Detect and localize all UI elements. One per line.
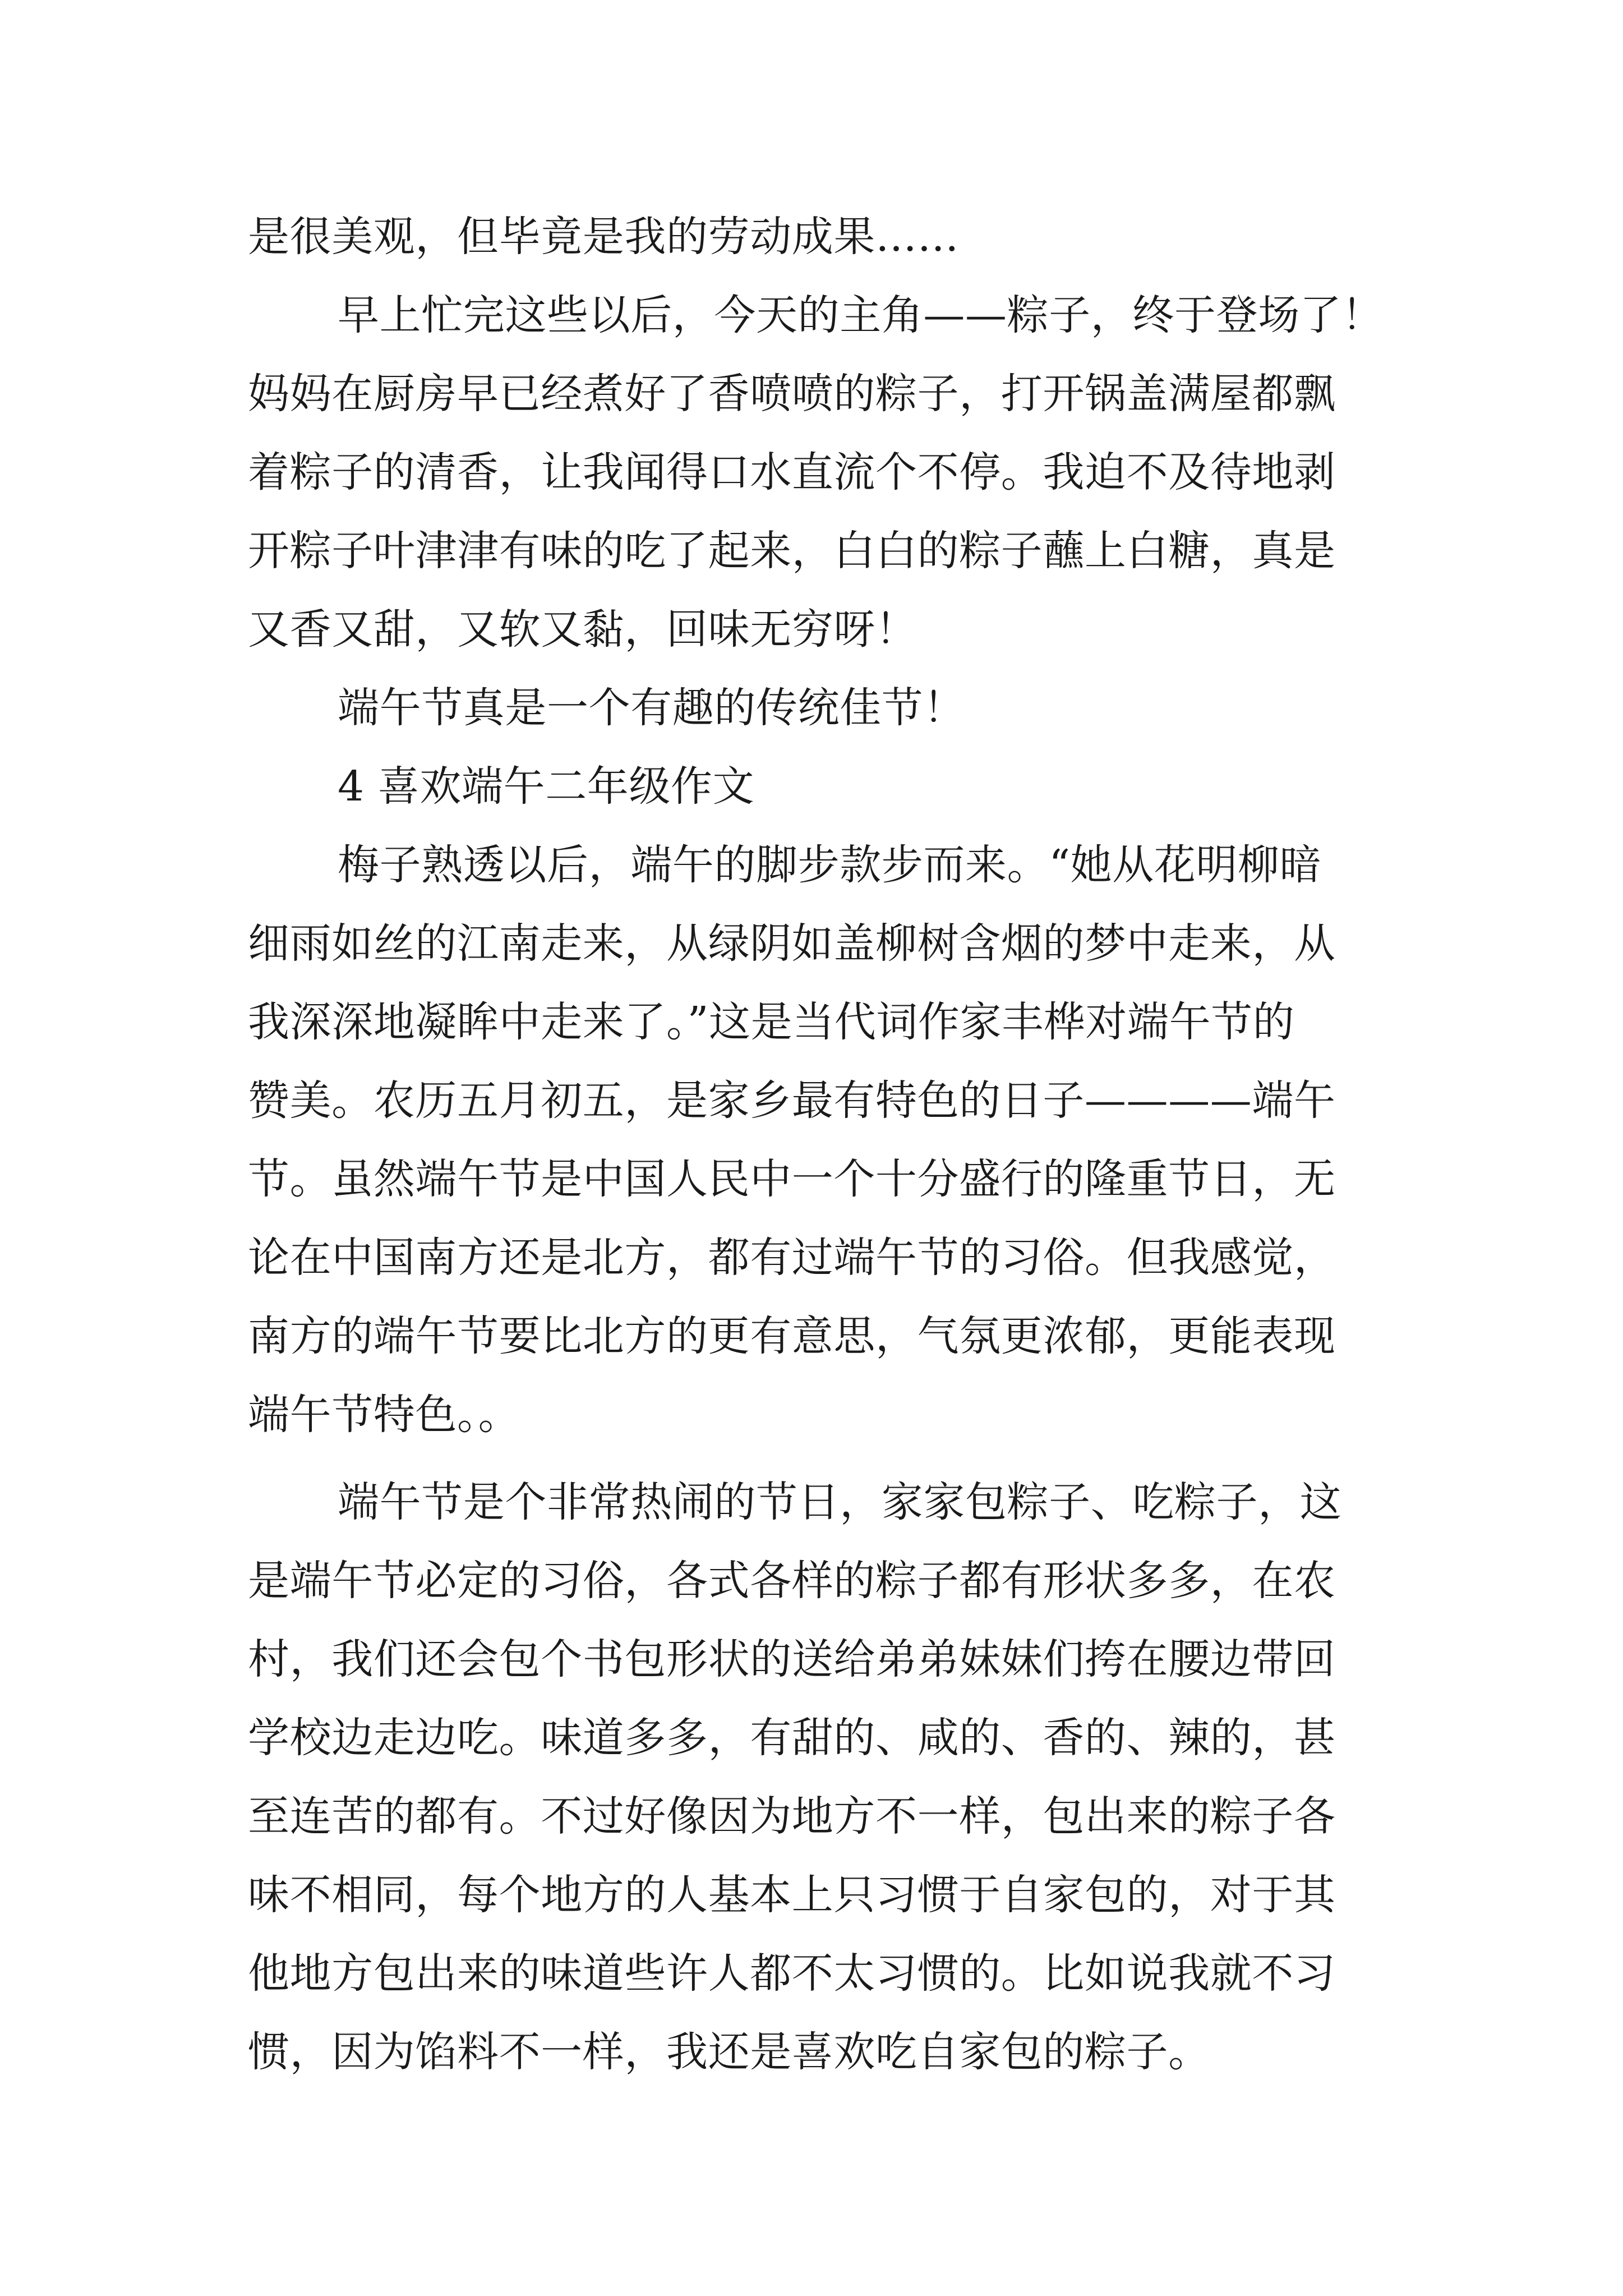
text-line: 节。虽然端午节是中国人民中一个十分盛行的隆重节日，无: [248, 1155, 1336, 1203]
section-heading: 4 喜欢端午二年级作文: [338, 762, 755, 811]
text-line: 论在中国南方还是北方，都有过端午节的习俗。但我感觉，: [248, 1234, 1336, 1282]
text-line: 我深深地凝眸中走来了。”这是当代词作家丰桦对端午节的: [248, 998, 1295, 1046]
text-line: 妈妈在厨房早已经煮好了香喷喷的粽子，打开锅盖满屋都飘: [248, 370, 1336, 418]
text-line: 梅子熟透以后，端午的脚步款步而来。“她从花明柳暗: [338, 841, 1322, 889]
text-line: 端午节真是一个有趣的传统佳节！: [338, 684, 965, 732]
text-line: 早上忙完这些以后，今天的主角——粽子，终于登场了！: [338, 291, 1384, 339]
text-line: 端午节是个非常热闹的节日，家家包粽子、吃粽子，这: [338, 1478, 1342, 1526]
text-line: 他地方包出来的味道些许人都不太习惯的。比如说我就不习: [248, 1949, 1336, 1998]
text-line: 南方的端午节要比北方的更有意思，气氛更浓郁，更能表现: [248, 1312, 1336, 1360]
text-line: 开粽子叶津津有味的吃了起来，白白的粽子蘸上白糖，真是: [248, 527, 1336, 575]
text-line: 是端午节必定的习俗，各式各样的粽子都有形状多多，在农: [248, 1557, 1336, 1605]
text-line: 学校边走边吃。味道多多，有甜的、咸的、香的、辣的，甚: [248, 1714, 1336, 1762]
text-line: 细雨如丝的江南走来，从绿阴如盖柳树含烟的梦中走来，从: [248, 919, 1336, 968]
text-line: 至连苦的都有。不过好像因为地方不一样，包出来的粽子各: [248, 1792, 1336, 1841]
text-line: 是很美观，但毕竟是我的劳动成果……: [248, 213, 960, 261]
text-line: 端午节特色。。: [248, 1391, 520, 1439]
text-line: 赞美。农历五月初五，是家乡最有特色的日子————端午: [248, 1076, 1336, 1125]
text-line: 又香又甜，又软又黏，回味无穷呀！: [248, 605, 917, 654]
text-line: 村，我们还会包个书包形状的送给弟弟妹妹们挎在腰边带回: [248, 1635, 1336, 1683]
text-line: 惯，因为馅料不一样，我还是喜欢吃自家包的粽子。: [248, 2028, 1210, 2076]
text-line: 味不相同，每个地方的人基本上只习惯于自家包的，对于其: [248, 1871, 1336, 1919]
text-line: 着粽子的清香，让我闻得口水直流个不停。我迫不及待地剥: [248, 448, 1336, 496]
